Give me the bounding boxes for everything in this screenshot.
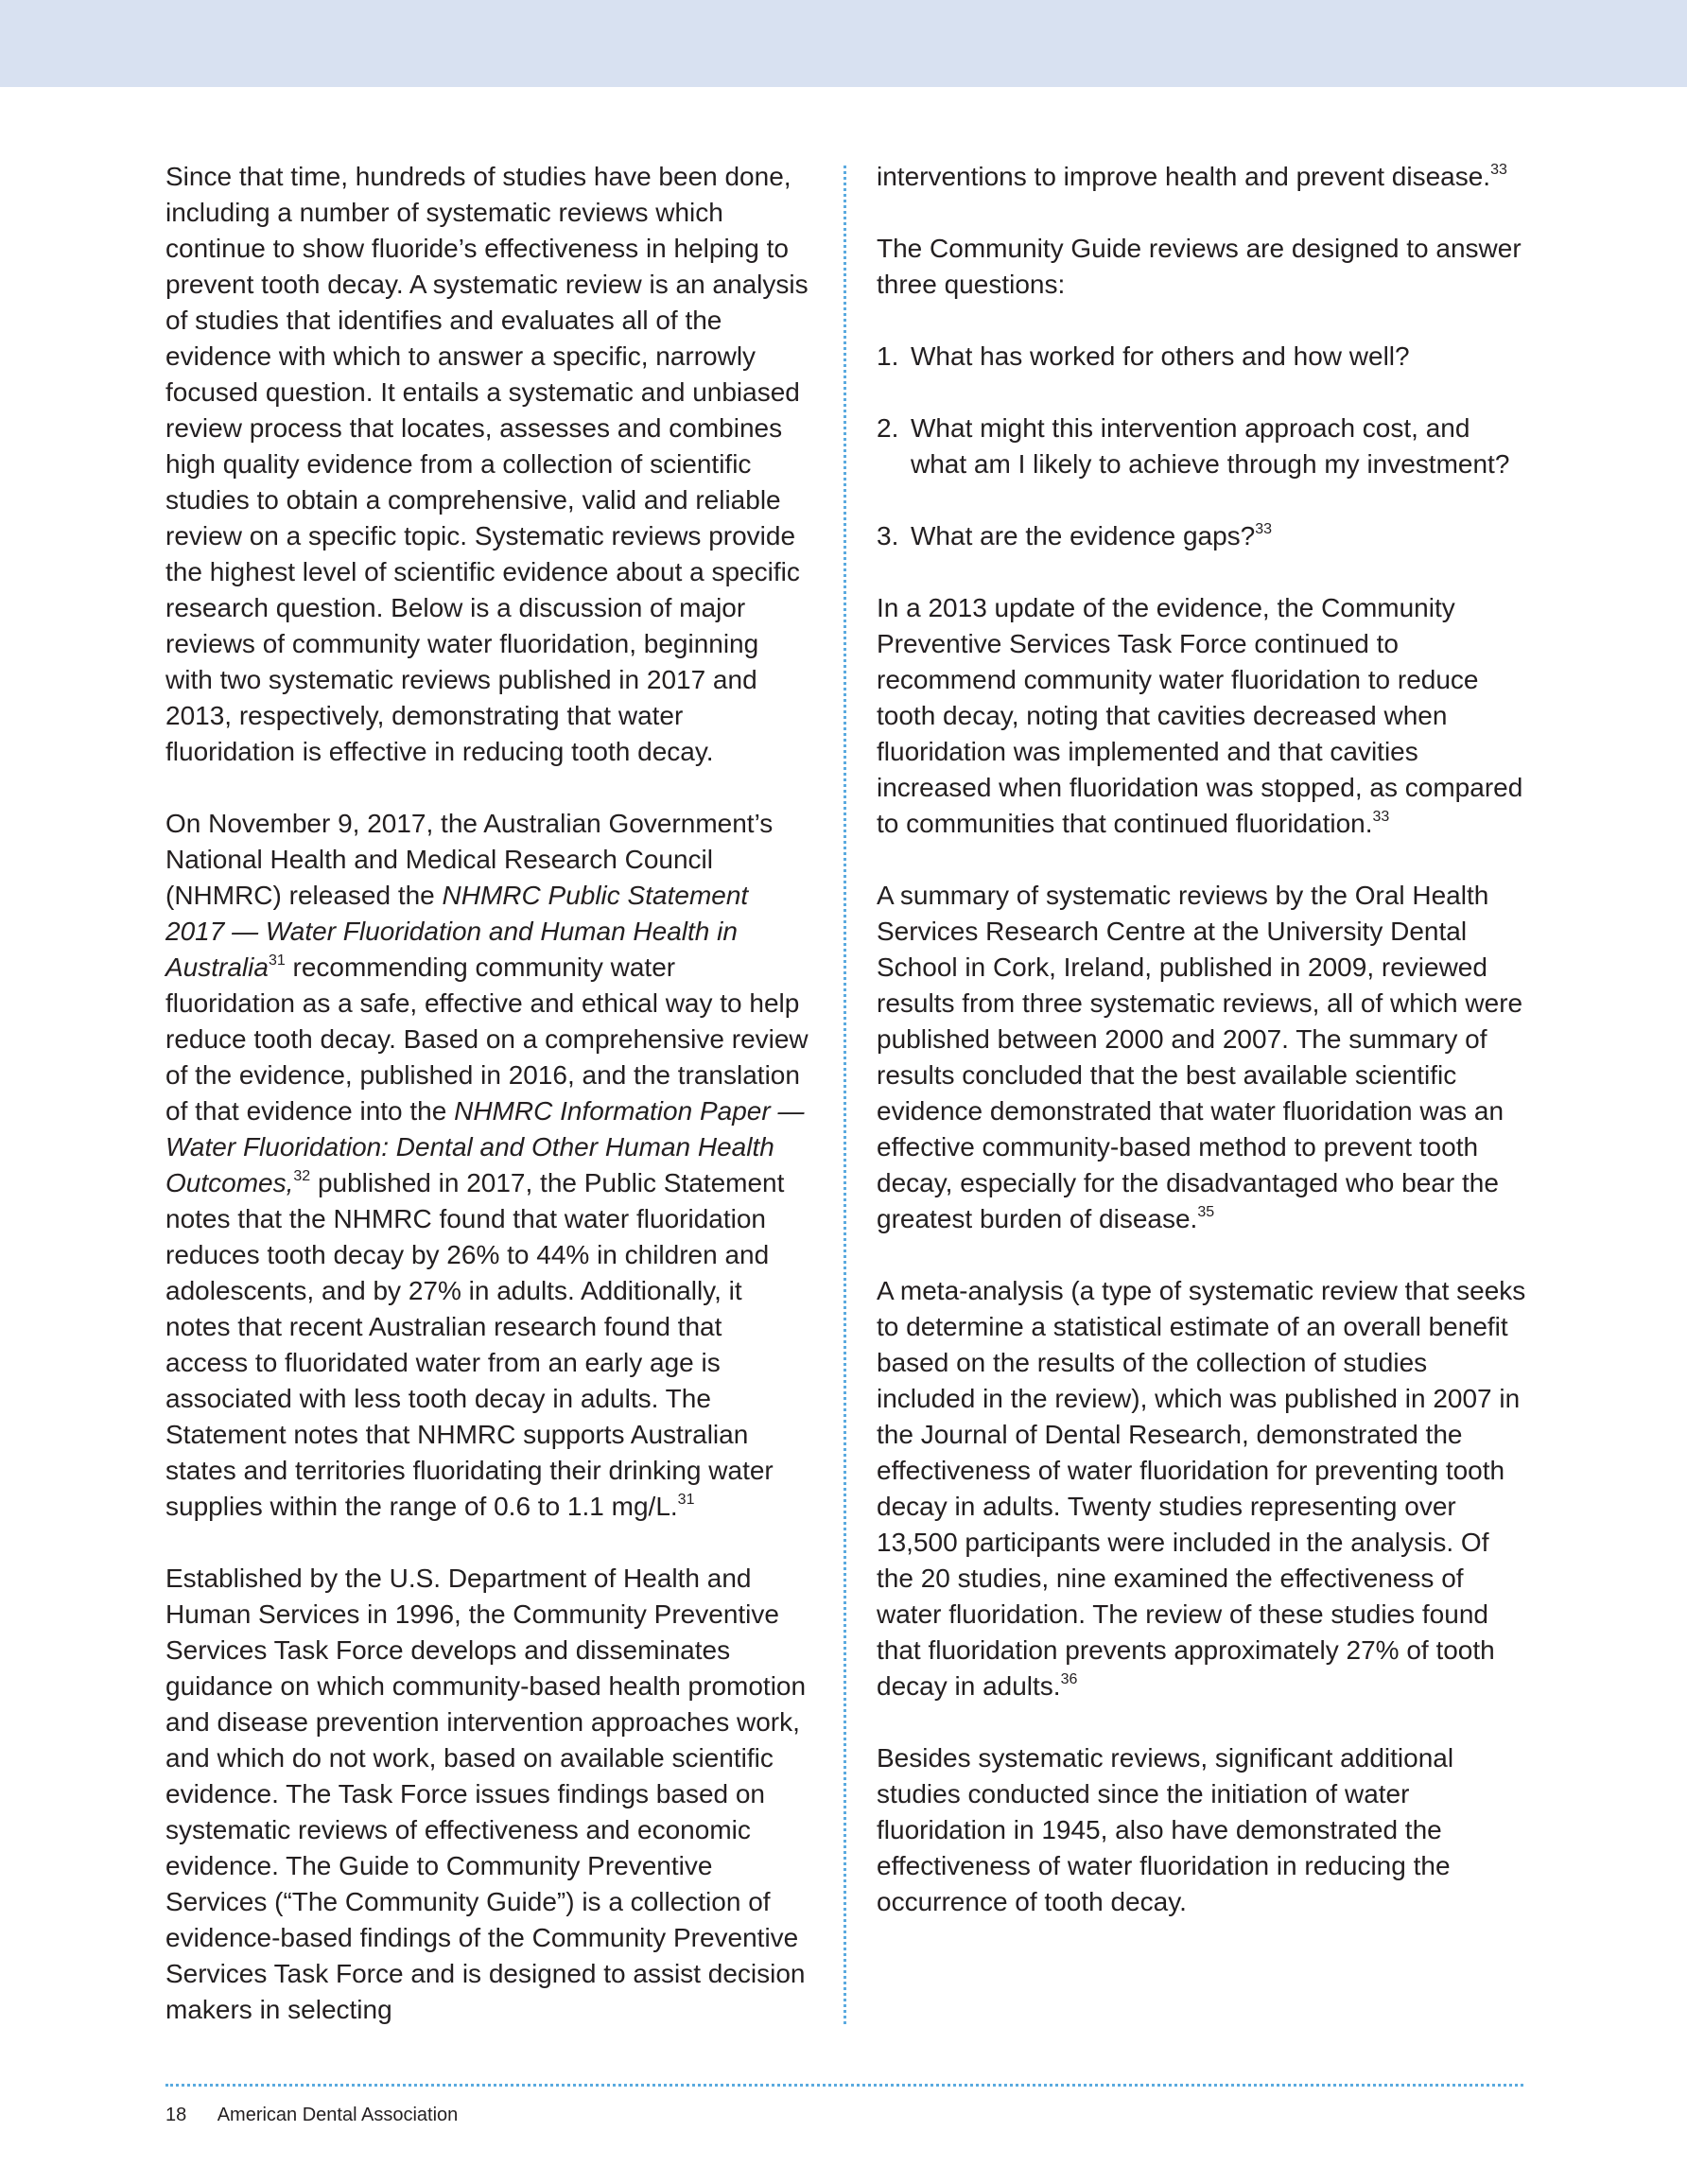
citation-33-update: 33	[1372, 808, 1390, 825]
citation-33: 33	[1490, 161, 1507, 178]
paragraph-cork-summary: A summary of systematic reviews by the Oral Health Services Research Centre at the University Dental School in Cork, Ireland, published in 2009, reviewed results from three systematic reviews, all of which were published between 2000 and 2007. The summary of results concluded that the best available scientific evidence demonstrated that water fluoridation was an effective community-based method to prevent tooth decay, especially for the disadvantaged who bear the greatest burden of disease.$^{35}$	[877, 881, 1523, 1233]
citation-31: 31	[268, 952, 286, 969]
nhmrc-statement-title: NHMRC Public Statement 2017 — Water Fluoridation and Human Health in Australia	[165, 881, 749, 982]
paragraph-community-guide: The Community Guide reviews are designed to answer three questions:	[877, 234, 1522, 299]
citation-31b: 31	[677, 1491, 695, 1508]
citation-33-q3: 33	[1255, 520, 1273, 537]
paragraph-task-force: Established by the U.S. Department of Health and Human Services in 1996, the Community Preventive Services Task Force develops and disseminates guidance on which community-based health promotion and disease prevention intervention approaches work, and which do not work, based on available scientific evidence. The Task Force issues findings based on systematic reviews of effectiveness and economic evidence. The Guide to Community Preventive Services (“The Community Guide”) is a collection of evidence-based findings of the Community Preventive Services Task Force and is designed to assist decision makers in selecting	[165, 1564, 807, 2024]
question-item-1: 1. What has worked for others and how well?	[877, 341, 1410, 371]
paragraph-meta-analysis: A meta-analysis (a type of systematic review that seeks to determine a statistical estimate of an overall benefit based on the results of the collection of studies included in the review), which was published in 2007 in the Journal of Dental Research, demonstrated the effectiveness of water fluoridation for preventing tooth decay in adults. Twenty studies representing over 13,500 participants were included in the analysis. Of the 20 studies, nine examined the effectiveness of water fluoridation. The review of these studies found that fluoridation prevents approximately 27% of tooth decay in adults.$^{36}$	[877, 1276, 1526, 1701]
paragraph-systematic-reviews: Since that time, hundreds of studies have been done, including a number of systematic reviews which continue to show fluoride’s effectiveness in helping to prevent tooth decay. A systematic review is an analysis of studies that identifies and evaluates all of the evidence with which to answer a specific, narrowly focused question. It entails a systematic and unbiased review process that locates, assesses and combines high quality evidence from a collection of scientific studies to obtain a comprehensive, valid and reliable review on a specific topic. Systematic reviews provide the highest level of scientific evidence about a specific research question. Below is a discussion of major reviews of community water fluoridation, beginning with two systematic reviews published in 2017 and 2013, respectively, demonstrating that water fluoridation is effective in reducing tooth decay.	[165, 162, 809, 766]
header-band	[0, 0, 1687, 87]
question-item-3: 3. What are the evidence gaps?$^{33}$	[877, 520, 1273, 550]
paragraph-interventions: interventions to improve health and prevent disease.$^{33}$	[877, 161, 1507, 191]
citation-32: 32	[293, 1167, 311, 1184]
column-divider	[844, 166, 846, 2024]
paragraph-additional-studies: Besides systematic reviews, significant additional studies conducted since the initiation of water fluoridation in 1945, also have demonstrated the effectiveness of water fluoridation in reducing the occurrence of tooth decay.	[877, 1743, 1454, 1916]
citation-36: 36	[1060, 1670, 1078, 1687]
citation-35: 35	[1197, 1203, 1215, 1220]
left-column	[165, 159, 809, 2028]
question-item-2: 2. What might this intervention approach cost, and what am I likely to achieve through my investment?	[877, 413, 1510, 479]
right-column	[877, 159, 1529, 1920]
nhmrc-paper-title: NHMRC Information Paper — Water Fluoridation: Dental and Other Human Health Outcomes,	[165, 1096, 805, 1197]
page-number: 18	[165, 2105, 187, 2125]
publisher-name: American Dental Association	[217, 2105, 459, 2125]
footer-divider	[165, 2084, 1523, 2087]
paragraph-2013-update: In a 2013 update of the evidence, the Community Preventive Services Task Force continued to recommend community water fluoridation to reduce tooth decay, noting that cavities decreased when fluoridation was implemented and that cavities increased when fluoridation was stopped, as compared to communities that continued fluoridation.$^{33}$	[877, 593, 1523, 838]
page-footer	[165, 2102, 458, 2128]
paragraph-nhmrc: On November 9, 2017, the Australian Government’s National Health and Medical Research Council (NHMRC) released the NHMRC Public Statement 2017 — Water Fluoridation and Human Health in Australia$^{31}$ recommending community water fluoridation as a safe, effective and ethical way to help reduce tooth decay. Based on a comprehensive review of the evidence, published in 2016, and the translation of that evidence into the NHMRC Information Paper — Water Fluoridation: Dental and Other Human Health Outcomes,$^{32}$ published in 2017, the Public Statement notes that the NHMRC found that water fluoridation reduces tooth decay by 26% to 44% in children and adolescents, and by 27% in adults. Additionally, it notes that recent Australian research found that access to fluoridated water from an early age is associated with less tooth decay in adults. The Statement notes that NHMRC supports Australian states and territories fluoridating their drinking water supplies within the range of 0.6 to 1.1 mg/L.$^{31}$	[165, 809, 809, 1521]
